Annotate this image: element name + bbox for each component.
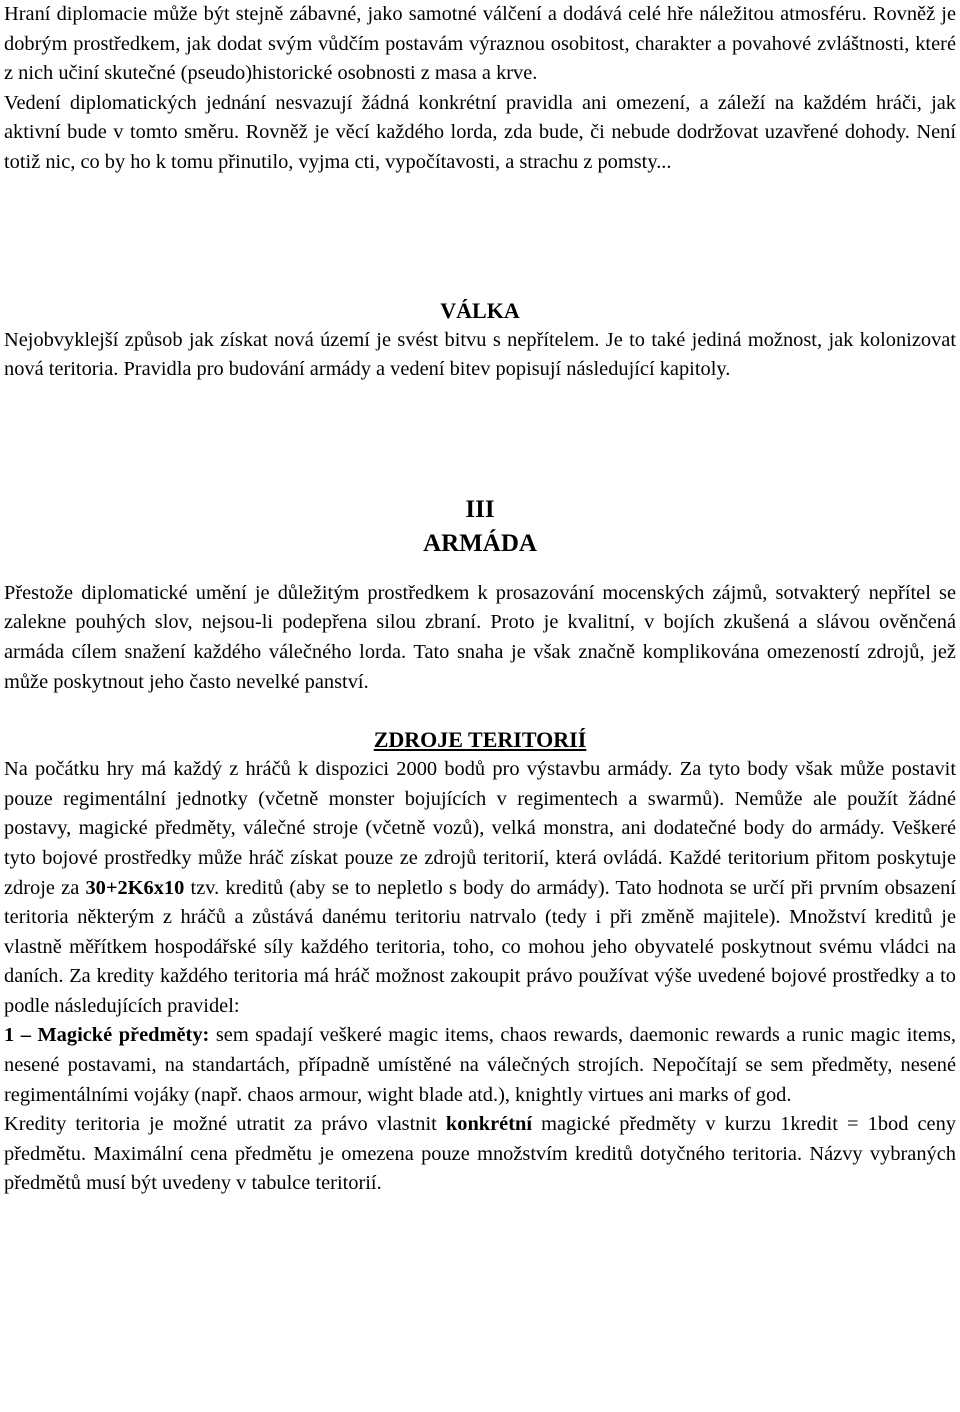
chapter-title: ARMÁDA [423, 529, 537, 557]
magic-items-text: sem spadají veškeré magic items, chaos rewards, daemonic rewards a runic magic items, nesené postavami, na standartách, případně umístěné na válečných strojích. Nepočítají se sem předměty, nesené regimentálními vojáky (např. chaos armour, wight blade atd.), knightly virtues ani marks of god. [4, 1024, 956, 1106]
credits-text-a: Kredity teritoria je možné utratit za právo vlastnit [4, 1113, 446, 1136]
intro-paragraph-1: Hraní diplomacie může být stejně zábavné, jako samotné válčení a dodává celé hře náležitou atmosféru. Rovněž je dobrým prostředkem, jak dodat svým vůdčím postavám výraznou osobitost, charakter a povahové zvláštnosti, které z nich učiní skutečné (pseudo)historické osobnosti z masa a krve. [4, 3, 956, 85]
magic-items-title: 1 – Magické předměty: [4, 1024, 210, 1047]
credits-paragraph [4, 1110, 956, 1199]
zdroje-text-b: tzv. kreditů (aby se to nepletlo s body do armády). Tato hodnota se určí při prvním obsazení teritoria některým z hráčů a zůstává danému teritoriu natrvalo (tedy i při změně majitele). Množství kreditů je vlastně měřítkem hospodářské síly každého teritoria, toho, co mohou jeho obyvatelé poskytnout svému vládci na daních. Za kredity každého teritoria má hráč možnost zakoupit právo používat výše uvedené bojové prostředky a to podle následujících pravidel: [4, 876, 956, 1017]
valka-paragraph: Nejobvyklejší způsob jak získat nová území je svést bitvu s nepřítelem. Je to také jediná možnost, jak kolonizovat nová teritoria. Pravidla pro budování armády a vedení bitev popisují následující kapitoly. [4, 328, 956, 381]
spacer [4, 385, 956, 493]
spacer [4, 178, 956, 296]
intro-paragraph-2: Vedení diplomatických jednání nesvazují žádná konkrétní pravidla ani omezení, a záleží na každém hráči, jak aktivní bude v tomto směru. Rovněž je věcí každého lorda, zda bude, či nebude dodržovat uzavřené dohody. Není totiž nic, co by ho k tomu přinutilo, vyjma cti, vypočítavosti, a strachu z pomsty... [4, 91, 956, 173]
magic-items-paragraph [4, 1021, 956, 1110]
section-heading-valka: VÁLKA [440, 297, 520, 323]
zdroje-text-a: Na počátku hry má každý z hráčů k dispozici 2000 bodů pro výstavbu armády. Za tyto body však může postavit pouze regimentální jednotky (včetně monster bojujících v regimentech a swarmů). Nemůže ale použít žádné postavy, magické předměty, válečné stroje (včetně vozů), velká monstra, ani dodatečné body do armády. Veškeré tyto bojové prostředky může hráč získat pouze ze zdrojů teritorií, která ovládá. Každé teritorium přitom poskytuje zdroje za [4, 758, 956, 899]
zdroje-paragraph [4, 755, 956, 1021]
spacer [4, 697, 956, 725]
credit-formula: 30+2K6x10 [85, 876, 185, 899]
section-heading-zdroje [4, 725, 956, 755]
chapter-numeral: III [465, 495, 495, 523]
armada-paragraph: Přestože diplomatické umění je důležitým prostředkem k prosazování mocenských zájmů, sotvakterý nepřítel se zalekne pouhých slov, nejsou-li podepřena silou zbraní. Proto je kvalitní, v bojích zkušená a slávou ověnčená armáda cílem snažení každého válečného lorda. Tato snaha je však značně komplikována omezeností zdrojů, jež může poskytnout jeho často nevelké panství. [4, 581, 956, 693]
credits-bold-word: konkrétní [445, 1113, 533, 1136]
spacer [4, 561, 956, 579]
credits-text-b: magické předměty v kurzu 1kredit = 1bod ceny předmětu. Maximální cena předmětu je omezena pouze množstvím kreditů dotyčného teritoria. Názvy vybraných předmětů musí být uvedeny v tabulce teritorií. [4, 1113, 956, 1195]
section-heading-zdroje-text: ZDROJE TERITORIÍ [373, 727, 587, 753]
